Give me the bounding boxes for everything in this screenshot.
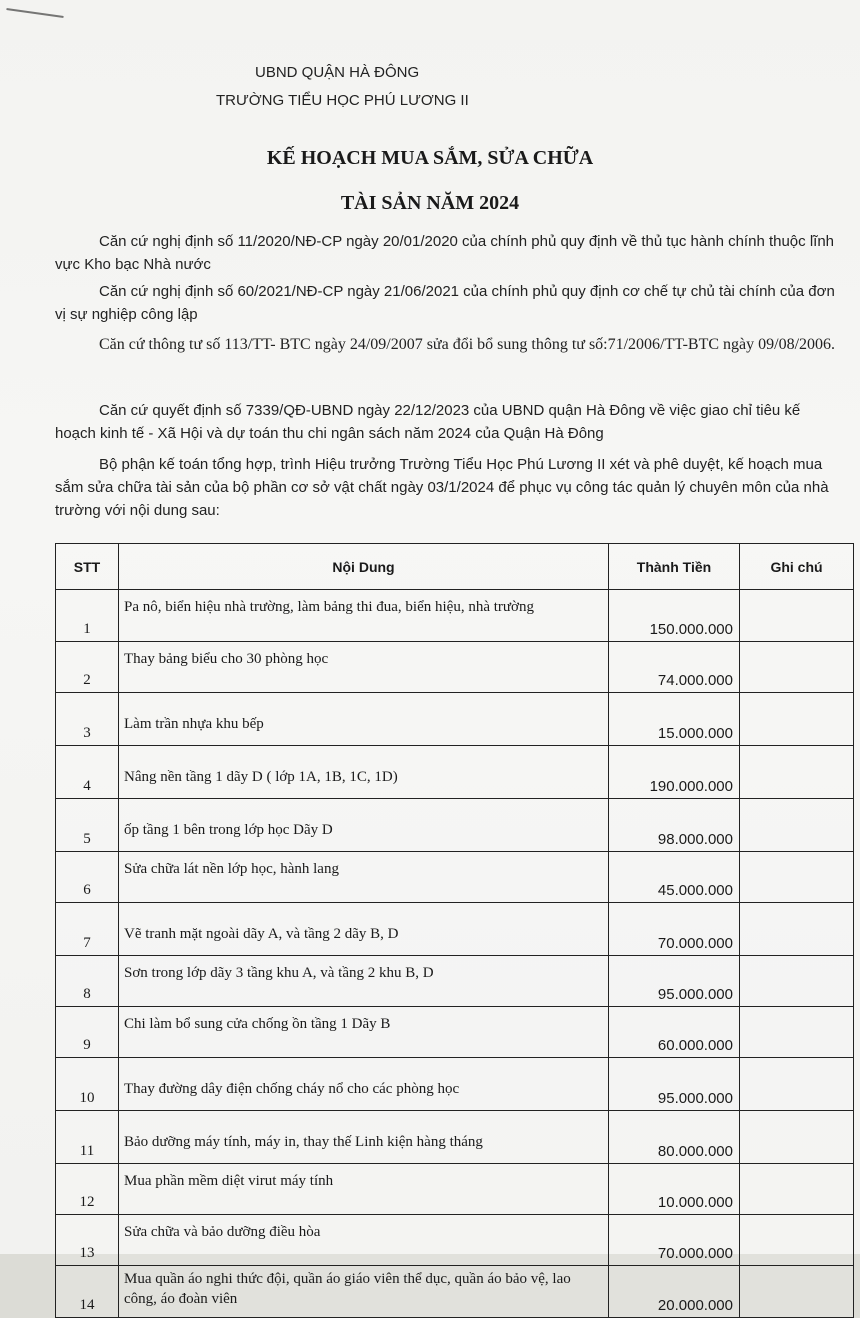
row-content: Sửa chữa và bảo dưỡng điều hòa [119, 1215, 609, 1266]
row-stt: 12 [56, 1164, 119, 1215]
row-amount: 95.000.000 [609, 956, 740, 1007]
row-note [740, 1111, 854, 1164]
row-note [740, 746, 854, 799]
table-row [56, 1111, 854, 1164]
table-row [56, 1215, 854, 1266]
table-header-row [56, 544, 854, 590]
document-subtitle: TÀI SẢN NĂM 2024 [340, 192, 520, 214]
row-stt: 1 [56, 590, 119, 642]
row-amount: 70.000.000 [609, 903, 740, 956]
row-note [740, 903, 854, 956]
paragraph-text: Căn cứ thông tư số 113/TT- BTC ngày 24/09/2007 sửa đổi bổ sung thông tư số:71/2006/TT-BTC ngày 09/08/2006. [99, 336, 836, 353]
row-stt: 2 [56, 642, 119, 693]
table-row [56, 956, 854, 1007]
row-note [740, 1164, 854, 1215]
paragraph-circular-113 [55, 332, 845, 358]
row-content: Mua phần mềm diệt virut máy tính [119, 1164, 609, 1215]
table-row [56, 1164, 854, 1215]
row-amount: 10.000.000 [609, 1164, 740, 1215]
document-title: KẾ HOẠCH MUA SẮM, SỬA CHỮA [266, 147, 594, 169]
paragraph-decree-11 [55, 230, 845, 276]
row-note [740, 1215, 854, 1266]
header-note: Ghi chú [740, 544, 854, 590]
header-stt: STT [56, 544, 119, 590]
row-stt: 4 [56, 746, 119, 799]
row-content: Sơn trong lớp dãy 3 tầng khu A, và tầng 2 khu B, D [119, 956, 609, 1007]
row-amount: 80.000.000 [609, 1111, 740, 1164]
row-stt: 13 [56, 1215, 119, 1266]
table-row [56, 852, 854, 903]
row-stt: 7 [56, 903, 119, 956]
row-stt: 9 [56, 1007, 119, 1058]
paragraph-accounting [55, 453, 845, 522]
row-note [740, 1007, 854, 1058]
row-amount: 15.000.000 [609, 693, 740, 746]
paragraph-text: Bộ phận kế toán tổng hợp, trình Hiệu trưởng Trường Tiểu Học Phú Lương II xét và phê duyệt, kế hoạch mua sắm sửa chữa tài sản của bộ phần cơ sở vật chất ngày 03/1/2024 để phục vụ công tác quản lý chuyên môn của nhà trường với nội dung sau: [55, 456, 829, 519]
header-amount: Thành Tiền [609, 544, 740, 590]
row-content: Vẽ tranh mặt ngoài dãy A, và tầng 2 dãy B, D [119, 903, 609, 956]
row-note [740, 642, 854, 693]
table-row [56, 903, 854, 956]
row-stt: 6 [56, 852, 119, 903]
pen-mark [6, 8, 64, 18]
table-row [56, 1266, 854, 1318]
table-row [56, 746, 854, 799]
row-note [740, 590, 854, 642]
row-content: Thay bảng biểu cho 30 phòng học [119, 642, 609, 693]
row-content: Làm trần nhựa khu bếp [119, 693, 609, 746]
row-note [740, 799, 854, 852]
row-content: Sửa chữa lát nền lớp học, hành lang [119, 852, 609, 903]
row-stt: 10 [56, 1058, 119, 1111]
row-stt: 3 [56, 693, 119, 746]
table-row [56, 1007, 854, 1058]
school-header: TRƯỜNG TIỂU HỌC PHÚ LƯƠNG II [216, 92, 469, 109]
row-amount: 98.000.000 [609, 799, 740, 852]
table-row [56, 1058, 854, 1111]
paragraph-text: Căn cứ quyết định số 7339/QĐ-UBND ngày 22/12/2023 của UBND quận Hà Đông về việc giao chỉ tiêu kế hoạch kinh tế - Xã Hội và dự toán thu chi ngân sách năm 2024 của Quận Hà Đông [55, 402, 801, 442]
row-amount: 190.000.000 [609, 746, 740, 799]
row-note [740, 956, 854, 1007]
header-content: Nội Dung [119, 544, 609, 590]
row-stt: 14 [56, 1266, 119, 1318]
row-content: Thay đường dây điện chống cháy nổ cho các phòng học [119, 1058, 609, 1111]
paragraph-text: Căn cứ nghị định số 11/2020/NĐ-CP ngày 20/01/2020 của chính phủ quy định về thủ tục hành chính thuộc lĩnh vực Kho bạc Nhà nước [55, 233, 834, 273]
row-amount: 70.000.000 [609, 1215, 740, 1266]
row-content: Chi làm bổ sung cửa chống ồn tầng 1 Dãy B [119, 1007, 609, 1058]
row-content: Mua quần áo nghi thức đội, quần áo giáo viên thể dục, quần áo bảo vệ, lao công, áo đoàn viên [119, 1266, 609, 1318]
asset-plan-table [55, 543, 854, 1318]
row-stt: 8 [56, 956, 119, 1007]
table-row [56, 693, 854, 746]
row-note [740, 852, 854, 903]
paragraph-text: Căn cứ nghị định số 60/2021/NĐ-CP ngày 21/06/2021 của chính phủ quy định cơ chế tự chủ tài chính của đơn vị sự nghiệp công lập [55, 283, 835, 323]
row-content: ốp tầng 1 bên trong lớp học Dãy D [119, 799, 609, 852]
paragraph-decision-7339 [55, 399, 845, 445]
row-amount: 74.000.000 [609, 642, 740, 693]
row-note [740, 693, 854, 746]
paragraph-decree-60 [55, 280, 845, 326]
row-amount: 60.000.000 [609, 1007, 740, 1058]
row-note [740, 1266, 854, 1318]
row-amount: 95.000.000 [609, 1058, 740, 1111]
row-note [740, 1058, 854, 1111]
district-header: UBND QUẬN HÀ ĐÔNG [255, 64, 420, 81]
table-row [56, 799, 854, 852]
table-row [56, 642, 854, 693]
row-stt: 11 [56, 1111, 119, 1164]
row-content: Pa nô, biển hiệu nhà trường, làm bảng thi đua, biển hiệu, nhà trường [119, 590, 609, 642]
row-content: Nâng nền tầng 1 dãy D ( lớp 1A, 1B, 1C, 1D) [119, 746, 609, 799]
row-amount: 150.000.000 [609, 590, 740, 642]
row-amount: 20.000.000 [609, 1266, 740, 1318]
row-amount: 45.000.000 [609, 852, 740, 903]
table-row [56, 590, 854, 642]
row-content: Bảo dưỡng máy tính, máy in, thay thế Linh kiện hàng tháng [119, 1111, 609, 1164]
row-stt: 5 [56, 799, 119, 852]
